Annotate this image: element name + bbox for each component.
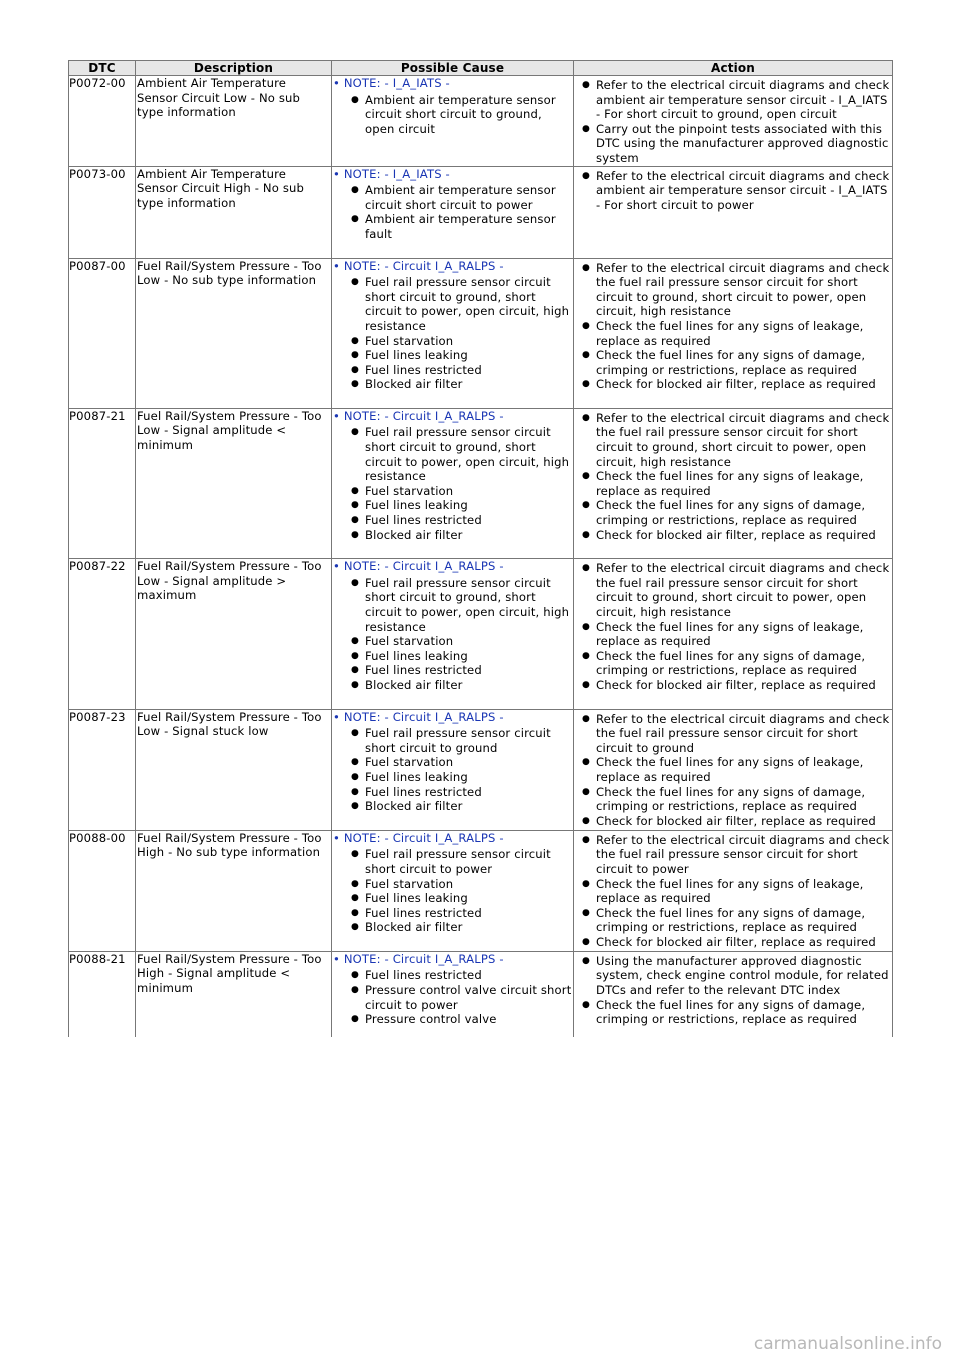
action-item: ● Carry out the pinpoint tests associated with this DTC using the manufacturer approved diagnostic system xyxy=(582,122,891,166)
action-list xyxy=(582,833,891,950)
possible-cause-cell xyxy=(332,951,574,1037)
action-item: ● Check for blocked air filter, replace as required xyxy=(582,935,891,950)
note-text: • NOTE: - I_A_IATS - xyxy=(333,166,450,181)
cause-list xyxy=(351,726,572,814)
action-item: ● Refer to the electrical circuit diagrams and check the fuel rail pressure sensor circuit for short circuit to ground, short circuit to power, open circuit, high resistance xyxy=(582,561,891,619)
action-item: ● Check the fuel lines for any signs of leakage, replace as required xyxy=(582,620,891,649)
action-item: ● Check for blocked air filter, replace as required xyxy=(582,814,891,829)
dtc-table xyxy=(68,60,893,1037)
note-text: • NOTE: - Circuit I_A_RALPS - xyxy=(333,559,504,574)
possible-cause-cell xyxy=(332,709,574,830)
dtc-description: Ambient Air Temperature Sensor Circuit Low - No sub type information xyxy=(136,76,332,167)
header-possible-cause: Possible Cause xyxy=(332,61,574,76)
action-item: ● Refer to the electrical circuit diagrams and check the fuel rail pressure sensor circuit for short circuit to ground xyxy=(582,712,891,756)
cause-item: ● Fuel lines leaking xyxy=(351,649,572,664)
cause-list xyxy=(351,93,572,137)
dtc-description: Fuel Rail/System Pressure - Too Low - Signal stuck low xyxy=(136,709,332,830)
header-description: Description xyxy=(136,61,332,76)
cause-item: ● Fuel starvation xyxy=(351,484,572,499)
possible-cause-cell xyxy=(332,166,574,258)
action-cell xyxy=(574,559,893,709)
cause-item: ● Pressure control valve circuit short circuit to power xyxy=(351,983,572,1012)
action-item: ● Check the fuel lines for any signs of damage, crimping or restrictions, replace as required xyxy=(582,998,891,1027)
action-item: ● Refer to the electrical circuit diagrams and check the fuel rail pressure sensor circuit for short circuit to ground, short circuit to power, open circuit, high resistance xyxy=(582,261,891,319)
cause-item: ● Fuel lines restricted xyxy=(351,785,572,800)
cause-item: ● Ambient air temperature sensor circuit short circuit to ground, open circuit xyxy=(351,93,572,137)
table-header-row xyxy=(69,61,893,76)
action-item: ● Check the fuel lines for any signs of damage, crimping or restrictions, replace as required xyxy=(582,785,891,814)
action-item: ● Check the fuel lines for any signs of damage, crimping or restrictions, replace as required xyxy=(582,348,891,377)
cause-list xyxy=(351,968,572,1026)
table-row xyxy=(69,76,893,167)
cause-item: ● Fuel rail pressure sensor circuit short circuit to ground, short circuit to power, open circuit, high resistance xyxy=(351,576,572,634)
cause-item: ● Fuel lines leaking xyxy=(351,498,572,513)
cause-item: ● Fuel lines leaking xyxy=(351,891,572,906)
table-row xyxy=(69,951,893,1037)
dtc-description: Fuel Rail/System Pressure - Too Low - Signal amplitude > maximum xyxy=(136,559,332,709)
action-item: ● Check the fuel lines for any signs of leakage, replace as required xyxy=(582,877,891,906)
cause-item: ● Fuel starvation xyxy=(351,334,572,349)
note-text: • NOTE: - Circuit I_A_RALPS - xyxy=(333,709,504,724)
cause-item: ● Blocked air filter xyxy=(351,920,572,935)
action-list xyxy=(582,712,891,829)
action-list xyxy=(582,261,891,392)
cause-item: ● Fuel lines restricted xyxy=(351,968,572,983)
action-item: ● Refer to the electrical circuit diagrams and check the fuel rail pressure sensor circuit for short circuit to power xyxy=(582,833,891,877)
cause-list xyxy=(351,576,572,693)
cause-item: ● Fuel lines leaking xyxy=(351,770,572,785)
action-item: ● Using the manufacturer approved diagnostic system, check engine control module, for related DTCs and refer to the relevant DTC index xyxy=(582,954,891,998)
action-item: ● Refer to the electrical circuit diagrams and check ambient air temperature sensor circuit - I_A_IATS - For short circuit to power xyxy=(582,169,891,213)
cause-item: ● Fuel rail pressure sensor circuit short circuit to ground, short circuit to power, open circuit, high resistance xyxy=(351,275,572,333)
cause-item: ● Fuel starvation xyxy=(351,877,572,892)
action-cell xyxy=(574,951,893,1037)
table-row xyxy=(69,258,893,408)
cause-item: ● Blocked air filter xyxy=(351,377,572,392)
action-cell xyxy=(574,408,893,558)
table-row xyxy=(69,830,893,951)
action-cell xyxy=(574,830,893,951)
cause-item: ● Fuel starvation xyxy=(351,634,572,649)
dtc-code: P0087-21 xyxy=(69,408,136,558)
action-cell xyxy=(574,258,893,408)
action-item: ● Check for blocked air filter, replace as required xyxy=(582,678,891,693)
cause-list xyxy=(351,275,572,392)
possible-cause-cell xyxy=(332,830,574,951)
cause-item: ● Fuel lines restricted xyxy=(351,663,572,678)
action-item: ● Check for blocked air filter, replace as required xyxy=(582,528,891,543)
cause-item: ● Fuel rail pressure sensor circuit short circuit to ground xyxy=(351,726,572,755)
cause-item: ● Fuel rail pressure sensor circuit short circuit to ground, short circuit to power, open circuit, high resistance xyxy=(351,425,572,483)
dtc-description: Fuel Rail/System Pressure - Too High - No sub type information xyxy=(136,830,332,951)
cause-list xyxy=(351,183,572,241)
dtc-code: P0087-00 xyxy=(69,258,136,408)
dtc-code: P0073-00 xyxy=(69,166,136,258)
possible-cause-cell xyxy=(332,258,574,408)
possible-cause-cell xyxy=(332,408,574,558)
note-text: • NOTE: - I_A_IATS - xyxy=(333,76,450,90)
dtc-description: Fuel Rail/System Pressure - Too Low - Signal amplitude < minimum xyxy=(136,408,332,558)
action-item: ● Check the fuel lines for any signs of leakage, replace as required xyxy=(582,755,891,784)
action-list xyxy=(582,561,891,692)
dtc-code: P0087-22 xyxy=(69,559,136,709)
cause-item: ● Fuel starvation xyxy=(351,755,572,770)
action-list xyxy=(582,78,891,166)
dtc-description: Fuel Rail/System Pressure - Too High - Signal amplitude < minimum xyxy=(136,951,332,1037)
possible-cause-cell xyxy=(332,76,574,167)
cause-item: ● Fuel rail pressure sensor circuit short circuit to power xyxy=(351,847,572,876)
watermark-text: carmanualsonline.info xyxy=(753,1334,942,1354)
cause-item: ● Ambient air temperature sensor circuit short circuit to power xyxy=(351,183,572,212)
action-item: ● Refer to the electrical circuit diagrams and check ambient air temperature sensor circuit - I_A_IATS - For short circuit to ground, open circuit xyxy=(582,78,891,122)
dtc-description: Fuel Rail/System Pressure - Too Low - No sub type information xyxy=(136,258,332,408)
dtc-code: P0088-21 xyxy=(69,951,136,1037)
cause-item: ● Pressure control valve xyxy=(351,1012,572,1027)
action-item: ● Check the fuel lines for any signs of leakage, replace as required xyxy=(582,319,891,348)
cause-item: ● Ambient air temperature sensor fault xyxy=(351,212,572,241)
action-list xyxy=(582,169,891,213)
dtc-code: P0072-00 xyxy=(69,76,136,167)
note-text: • NOTE: - Circuit I_A_RALPS - xyxy=(333,830,504,845)
action-cell xyxy=(574,709,893,830)
cause-item: ● Fuel lines restricted xyxy=(351,363,572,378)
action-item: ● Check the fuel lines for any signs of damage, crimping or restrictions, replace as required xyxy=(582,906,891,935)
possible-cause-cell xyxy=(332,559,574,709)
action-item: ● Check the fuel lines for any signs of leakage, replace as required xyxy=(582,469,891,498)
dtc-code: P0087-23 xyxy=(69,709,136,830)
cause-item: ● Blocked air filter xyxy=(351,799,572,814)
action-list xyxy=(582,954,891,1027)
cause-list xyxy=(351,847,572,935)
action-item: ● Check for blocked air filter, replace as required xyxy=(582,377,891,392)
header-action: Action xyxy=(574,61,893,76)
action-item: ● Check the fuel lines for any signs of damage, crimping or restrictions, replace as required xyxy=(582,498,891,527)
dtc-code: P0088-00 xyxy=(69,830,136,951)
cause-item: ● Fuel lines restricted xyxy=(351,513,572,528)
cause-item: ● Fuel lines leaking xyxy=(351,348,572,363)
cause-list xyxy=(351,425,572,542)
table-row xyxy=(69,559,893,709)
table-row xyxy=(69,408,893,558)
cause-item: ● Fuel lines restricted xyxy=(351,906,572,921)
action-item: ● Check the fuel lines for any signs of damage, crimping or restrictions, replace as required xyxy=(582,649,891,678)
note-text: • NOTE: - Circuit I_A_RALPS - xyxy=(333,408,504,423)
dtc-description: Ambient Air Temperature Sensor Circuit High - No sub type information xyxy=(136,166,332,258)
cause-item: ● Blocked air filter xyxy=(351,528,572,543)
cause-item: ● Blocked air filter xyxy=(351,678,572,693)
table-row xyxy=(69,166,893,258)
note-text: • NOTE: - Circuit I_A_RALPS - xyxy=(333,258,504,273)
action-list xyxy=(582,411,891,542)
action-cell xyxy=(574,76,893,167)
action-item: ● Refer to the electrical circuit diagrams and check the fuel rail pressure sensor circuit for short circuit to ground, short circuit to power, open circuit, high resistance xyxy=(582,411,891,469)
table-body xyxy=(69,76,893,1037)
action-cell xyxy=(574,166,893,258)
dtc-document xyxy=(68,60,892,1037)
header-dtc: DTC xyxy=(69,61,136,76)
table-row xyxy=(69,709,893,830)
note-text: • NOTE: - Circuit I_A_RALPS - xyxy=(333,951,504,966)
